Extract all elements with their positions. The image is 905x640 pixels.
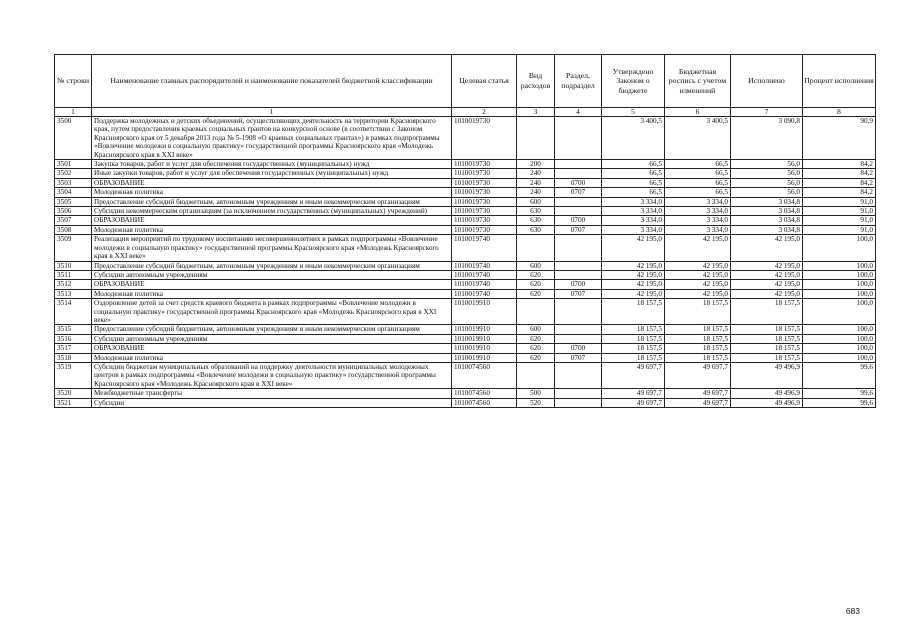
row-number: 3518 bbox=[55, 353, 92, 362]
row-type: 200 bbox=[517, 160, 555, 169]
row-executed: 18 157,5 bbox=[731, 325, 803, 334]
row-approved: 3 400,5 bbox=[602, 117, 665, 160]
row-executed: 3 034,8 bbox=[731, 207, 803, 216]
row-target: 1010019740 bbox=[452, 261, 517, 270]
column-number-row bbox=[55, 108, 876, 117]
row-budget: 3 334,0 bbox=[665, 225, 731, 234]
row-number: 3510 bbox=[55, 261, 92, 270]
row-approved: 18 157,5 bbox=[602, 353, 665, 362]
row-budget: 49 697,7 bbox=[665, 398, 731, 407]
page-number: 683 bbox=[845, 606, 860, 616]
row-section bbox=[555, 389, 602, 398]
row-approved: 49 697,7 bbox=[602, 389, 665, 398]
table-row bbox=[55, 225, 876, 234]
row-target: 1010019730 bbox=[452, 169, 517, 178]
row-percent: 100,0 bbox=[803, 353, 876, 362]
row-approved: 66,5 bbox=[602, 188, 665, 197]
row-executed: 49 496,9 bbox=[731, 389, 803, 398]
row-percent: 100,0 bbox=[803, 235, 876, 261]
row-percent: 84,2 bbox=[803, 188, 876, 197]
table-row bbox=[55, 188, 876, 197]
row-executed: 3 034,8 bbox=[731, 197, 803, 206]
row-section: 0707 bbox=[555, 225, 602, 234]
table-row bbox=[55, 178, 876, 187]
row-approved: 49 697,7 bbox=[602, 362, 665, 388]
row-type: 600 bbox=[517, 325, 555, 334]
row-type: 630 bbox=[517, 225, 555, 234]
row-number: 3512 bbox=[55, 280, 92, 289]
row-executed: 56,0 bbox=[731, 160, 803, 169]
row-number: 3507 bbox=[55, 216, 92, 225]
row-percent: 100,0 bbox=[803, 270, 876, 279]
row-executed: 18 157,5 bbox=[731, 344, 803, 353]
table-row bbox=[55, 169, 876, 178]
row-budget: 66,5 bbox=[665, 178, 731, 187]
row-target: 1010074560 bbox=[452, 362, 517, 388]
row-number: 3503 bbox=[55, 178, 92, 187]
row-percent: 100,0 bbox=[803, 325, 876, 334]
row-budget: 3 400,5 bbox=[665, 117, 731, 160]
row-type bbox=[517, 362, 555, 388]
row-percent: 100,0 bbox=[803, 289, 876, 298]
row-section bbox=[555, 299, 602, 325]
row-executed: 42 195,0 bbox=[731, 289, 803, 298]
row-percent: 100,0 bbox=[803, 261, 876, 270]
row-section: 0700 bbox=[555, 178, 602, 187]
row-number: 3516 bbox=[55, 334, 92, 343]
row-approved: 18 157,5 bbox=[602, 299, 665, 325]
row-number: 3500 bbox=[55, 117, 92, 160]
header-percent: Процент исполнения bbox=[803, 55, 876, 108]
row-section bbox=[555, 398, 602, 407]
col-number: 1 bbox=[92, 108, 452, 117]
row-target: 1010019730 bbox=[452, 216, 517, 225]
col-number: 7 bbox=[731, 108, 803, 117]
row-percent: 91,0 bbox=[803, 225, 876, 234]
table-row bbox=[55, 261, 876, 270]
row-section bbox=[555, 235, 602, 261]
row-budget: 66,5 bbox=[665, 169, 731, 178]
row-percent: 100,0 bbox=[803, 280, 876, 289]
row-percent: 91,0 bbox=[803, 216, 876, 225]
table-row bbox=[55, 197, 876, 206]
row-approved: 18 157,5 bbox=[602, 325, 665, 334]
row-section: 0707 bbox=[555, 289, 602, 298]
row-budget: 18 157,5 bbox=[665, 344, 731, 353]
row-target: 1010019740 bbox=[452, 270, 517, 279]
col-number: 1 bbox=[55, 108, 92, 117]
row-percent: 90,9 bbox=[803, 117, 876, 160]
row-target: 1010019910 bbox=[452, 344, 517, 353]
row-budget: 49 697,7 bbox=[665, 389, 731, 398]
row-section bbox=[555, 169, 602, 178]
header-budget-list: Бюджетная роспись с учетом изменений bbox=[665, 55, 731, 108]
row-name: Молодежная политика bbox=[92, 188, 452, 197]
row-target: 1010019740 bbox=[452, 280, 517, 289]
row-budget: 66,5 bbox=[665, 160, 731, 169]
row-number: 3509 bbox=[55, 235, 92, 261]
row-section bbox=[555, 197, 602, 206]
row-approved: 42 195,0 bbox=[602, 235, 665, 261]
col-number: 2 bbox=[452, 108, 517, 117]
row-executed: 3 090,8 bbox=[731, 117, 803, 160]
row-target: 1010019730 bbox=[452, 117, 517, 160]
row-name: Закупка товаров, работ и услуг для обеспечения государственных (муниципальных) нужд bbox=[92, 160, 452, 169]
row-approved: 3 334,0 bbox=[602, 207, 665, 216]
row-target: 1010019740 bbox=[452, 289, 517, 298]
row-budget: 42 195,0 bbox=[665, 270, 731, 279]
row-number: 3521 bbox=[55, 398, 92, 407]
row-executed: 18 157,5 bbox=[731, 299, 803, 325]
row-target: 1010019730 bbox=[452, 178, 517, 187]
table-row bbox=[55, 160, 876, 169]
row-target: 1010074560 bbox=[452, 398, 517, 407]
row-target: 1010019730 bbox=[452, 207, 517, 216]
row-number: 3517 bbox=[55, 344, 92, 353]
header-name: Наименование главных распорядителей и наименование показателей бюджетной классификации bbox=[92, 55, 452, 108]
row-section bbox=[555, 160, 602, 169]
row-target: 1010019730 bbox=[452, 160, 517, 169]
row-name: ОБРАЗОВАНИЕ bbox=[92, 178, 452, 187]
table-row bbox=[55, 299, 876, 325]
table-row bbox=[55, 280, 876, 289]
row-type: 630 bbox=[517, 216, 555, 225]
row-approved: 42 195,0 bbox=[602, 261, 665, 270]
row-approved: 18 157,5 bbox=[602, 344, 665, 353]
row-approved: 66,5 bbox=[602, 169, 665, 178]
row-budget: 3 334,0 bbox=[665, 216, 731, 225]
row-type bbox=[517, 117, 555, 160]
col-number: 3 bbox=[517, 108, 555, 117]
row-approved: 42 195,0 bbox=[602, 280, 665, 289]
row-type: 600 bbox=[517, 261, 555, 270]
row-percent: 100,0 bbox=[803, 334, 876, 343]
row-section bbox=[555, 334, 602, 343]
row-number: 3501 bbox=[55, 160, 92, 169]
row-executed: 56,0 bbox=[731, 178, 803, 187]
row-percent: 84,2 bbox=[803, 178, 876, 187]
row-section bbox=[555, 207, 602, 216]
row-target: 1010019730 bbox=[452, 225, 517, 234]
row-approved: 3 334,0 bbox=[602, 225, 665, 234]
table-row bbox=[55, 216, 876, 225]
row-type: 620 bbox=[517, 289, 555, 298]
row-type: 600 bbox=[517, 197, 555, 206]
row-name: Оздоровление детей за счет средств краевого бюджета в рамках подпрограммы «Вовлечение молодежи в социальную практику» государственной программы Красноярского края «Молодежь Красноярского края в XXI веке» bbox=[92, 299, 452, 325]
row-name: Субсидии автономным учреждениям bbox=[92, 334, 452, 343]
row-approved: 3 334,0 bbox=[602, 216, 665, 225]
header-row-no: № строки bbox=[55, 55, 92, 108]
table-row bbox=[55, 235, 876, 261]
row-section: 0700 bbox=[555, 344, 602, 353]
row-number: 3502 bbox=[55, 169, 92, 178]
row-section bbox=[555, 270, 602, 279]
row-executed: 18 157,5 bbox=[731, 334, 803, 343]
row-type: 620 bbox=[517, 344, 555, 353]
row-number: 3515 bbox=[55, 325, 92, 334]
row-approved: 66,5 bbox=[602, 178, 665, 187]
row-type: 630 bbox=[517, 207, 555, 216]
row-number: 3504 bbox=[55, 188, 92, 197]
row-budget: 42 195,0 bbox=[665, 235, 731, 261]
row-target: 1010019730 bbox=[452, 188, 517, 197]
row-percent: 91,0 bbox=[803, 207, 876, 216]
row-percent: 100,0 bbox=[803, 299, 876, 325]
row-target: 1010019740 bbox=[452, 235, 517, 261]
table-row bbox=[55, 117, 876, 160]
row-name: Поддержка молодежных и детских объединений, осуществляющих деятельность на территории Красноярского края, путем предоставления краевых социальных грантов на конкурсной основе (в соответствии с Законом Красноярского края от 5 декабря 2013 года № 5-1908 «О краевых социальных грантах») в рамках подпрограммы «Вовлечение молодежи в социальную практику» государственной программы Красноярского края «Молодежь Красноярского края в XXI веке» bbox=[92, 117, 452, 160]
row-section: 0700 bbox=[555, 216, 602, 225]
row-type: 240 bbox=[517, 188, 555, 197]
row-budget: 18 157,5 bbox=[665, 325, 731, 334]
table-row bbox=[55, 362, 876, 388]
row-budget: 42 195,0 bbox=[665, 280, 731, 289]
row-target: 1010074560 bbox=[452, 389, 517, 398]
row-number: 3506 bbox=[55, 207, 92, 216]
row-name: Молодежная политика bbox=[92, 225, 452, 234]
row-budget: 42 195,0 bbox=[665, 289, 731, 298]
row-name: Молодежная политика bbox=[92, 353, 452, 362]
row-executed: 42 195,0 bbox=[731, 270, 803, 279]
row-budget: 18 157,5 bbox=[665, 334, 731, 343]
row-number: 3505 bbox=[55, 197, 92, 206]
header-section: Раздел, подраздел bbox=[555, 55, 602, 108]
row-executed: 56,0 bbox=[731, 188, 803, 197]
row-type: 520 bbox=[517, 398, 555, 407]
row-number: 3511 bbox=[55, 270, 92, 279]
col-number: 4 bbox=[555, 108, 602, 117]
table-row bbox=[55, 389, 876, 398]
row-executed: 56,0 bbox=[731, 169, 803, 178]
row-executed: 42 195,0 bbox=[731, 261, 803, 270]
budget-table bbox=[54, 54, 876, 408]
row-number: 3514 bbox=[55, 299, 92, 325]
row-name: Субсидии bbox=[92, 398, 452, 407]
table-row bbox=[55, 398, 876, 407]
row-approved: 18 157,5 bbox=[602, 334, 665, 343]
row-target: 1010019730 bbox=[452, 197, 517, 206]
table-row bbox=[55, 289, 876, 298]
row-type: 240 bbox=[517, 178, 555, 187]
row-percent: 84,2 bbox=[803, 169, 876, 178]
row-section: 0700 bbox=[555, 280, 602, 289]
row-budget: 18 157,5 bbox=[665, 299, 731, 325]
row-number: 3519 bbox=[55, 362, 92, 388]
row-type: 620 bbox=[517, 280, 555, 289]
row-executed: 3 034,8 bbox=[731, 216, 803, 225]
row-type bbox=[517, 235, 555, 261]
table-row bbox=[55, 353, 876, 362]
col-number: 8 bbox=[803, 108, 876, 117]
table-row bbox=[55, 334, 876, 343]
row-approved: 66,5 bbox=[602, 160, 665, 169]
row-percent: 91,0 bbox=[803, 197, 876, 206]
row-name: ОБРАЗОВАНИЕ bbox=[92, 216, 452, 225]
row-name: Предоставление субсидий бюджетным, автономным учреждениям и иным некоммерческим организациям bbox=[92, 261, 452, 270]
col-number: 5 bbox=[602, 108, 665, 117]
row-section bbox=[555, 261, 602, 270]
row-name: ОБРАЗОВАНИЕ bbox=[92, 280, 452, 289]
row-type bbox=[517, 299, 555, 325]
row-executed: 49 496,9 bbox=[731, 362, 803, 388]
row-number: 3520 bbox=[55, 389, 92, 398]
header-target: Целевая статья bbox=[452, 55, 517, 108]
row-executed: 42 195,0 bbox=[731, 280, 803, 289]
row-section: 0707 bbox=[555, 353, 602, 362]
header-type: Вид расходов bbox=[517, 55, 555, 108]
table-row bbox=[55, 344, 876, 353]
table-row bbox=[55, 270, 876, 279]
row-budget: 66,5 bbox=[665, 188, 731, 197]
table-body bbox=[55, 117, 876, 408]
row-type: 240 bbox=[517, 169, 555, 178]
row-target: 1010019910 bbox=[452, 325, 517, 334]
row-executed: 42 195,0 bbox=[731, 235, 803, 261]
row-budget: 3 334,0 bbox=[665, 207, 731, 216]
row-percent: 99,6 bbox=[803, 389, 876, 398]
row-section bbox=[555, 117, 602, 160]
row-approved: 42 195,0 bbox=[602, 270, 665, 279]
row-type: 500 bbox=[517, 389, 555, 398]
row-executed: 18 157,5 bbox=[731, 353, 803, 362]
row-name: Иные закупки товаров, работ и услуг для обеспечения государственных (муниципальных) нужд bbox=[92, 169, 452, 178]
row-name: Предоставление субсидий бюджетным, автономным учреждениям и иным некоммерческим организациям bbox=[92, 325, 452, 334]
row-target: 1010019910 bbox=[452, 334, 517, 343]
row-percent: 84,2 bbox=[803, 160, 876, 169]
row-target: 1010019910 bbox=[452, 353, 517, 362]
row-number: 3508 bbox=[55, 225, 92, 234]
row-budget: 18 157,5 bbox=[665, 353, 731, 362]
row-name: Реализация мероприятий по трудовому воспитанию несовершеннолетних в рамках подпрограммы «Вовлечение молодежи в социальную практику» государственной программы Красноярского края «Молодежь Красноярского края в XXI веке» bbox=[92, 235, 452, 261]
row-approved: 42 195,0 bbox=[602, 289, 665, 298]
col-number: 6 bbox=[665, 108, 731, 117]
header-approved: Утверждено Законом о бюджете bbox=[602, 55, 665, 108]
row-name: Субсидии автономным учреждениям bbox=[92, 270, 452, 279]
row-name: Предоставление субсидий бюджетным, автономным учреждениям и иным некоммерческим организациям bbox=[92, 197, 452, 206]
row-name: Субсидии некоммерческим организациям (за исключением государственных (муниципальных) учреждений) bbox=[92, 207, 452, 216]
row-budget: 3 334,0 bbox=[665, 197, 731, 206]
row-executed: 3 034,8 bbox=[731, 225, 803, 234]
row-name: Межбюджетные трансферты bbox=[92, 389, 452, 398]
row-number: 3513 bbox=[55, 289, 92, 298]
row-name: Молодежная политика bbox=[92, 289, 452, 298]
header-executed: Исполнено bbox=[731, 55, 803, 108]
row-section bbox=[555, 325, 602, 334]
row-percent: 99,6 bbox=[803, 362, 876, 388]
row-target: 1010019910 bbox=[452, 299, 517, 325]
row-approved: 3 334,0 bbox=[602, 197, 665, 206]
row-percent: 99,6 bbox=[803, 398, 876, 407]
row-section: 0707 bbox=[555, 188, 602, 197]
table-row bbox=[55, 207, 876, 216]
row-section bbox=[555, 362, 602, 388]
table-header bbox=[55, 55, 876, 117]
row-name: Субсидии бюджетам муниципальных образований на поддержку деятельности муниципальных молодежных центров в рамках подпрограммы «Вовлечение молодежи в социальную практику» государственной программы Красноярского края «Молодежь Красноярского края в XXI веке» bbox=[92, 362, 452, 388]
table-row bbox=[55, 325, 876, 334]
row-executed: 49 496,9 bbox=[731, 398, 803, 407]
row-percent: 100,0 bbox=[803, 344, 876, 353]
row-name: ОБРАЗОВАНИЕ bbox=[92, 344, 452, 353]
row-type: 620 bbox=[517, 334, 555, 343]
row-type: 620 bbox=[517, 353, 555, 362]
row-approved: 49 697,7 bbox=[602, 398, 665, 407]
row-budget: 49 697,7 bbox=[665, 362, 731, 388]
row-type: 620 bbox=[517, 270, 555, 279]
row-budget: 42 195,0 bbox=[665, 261, 731, 270]
